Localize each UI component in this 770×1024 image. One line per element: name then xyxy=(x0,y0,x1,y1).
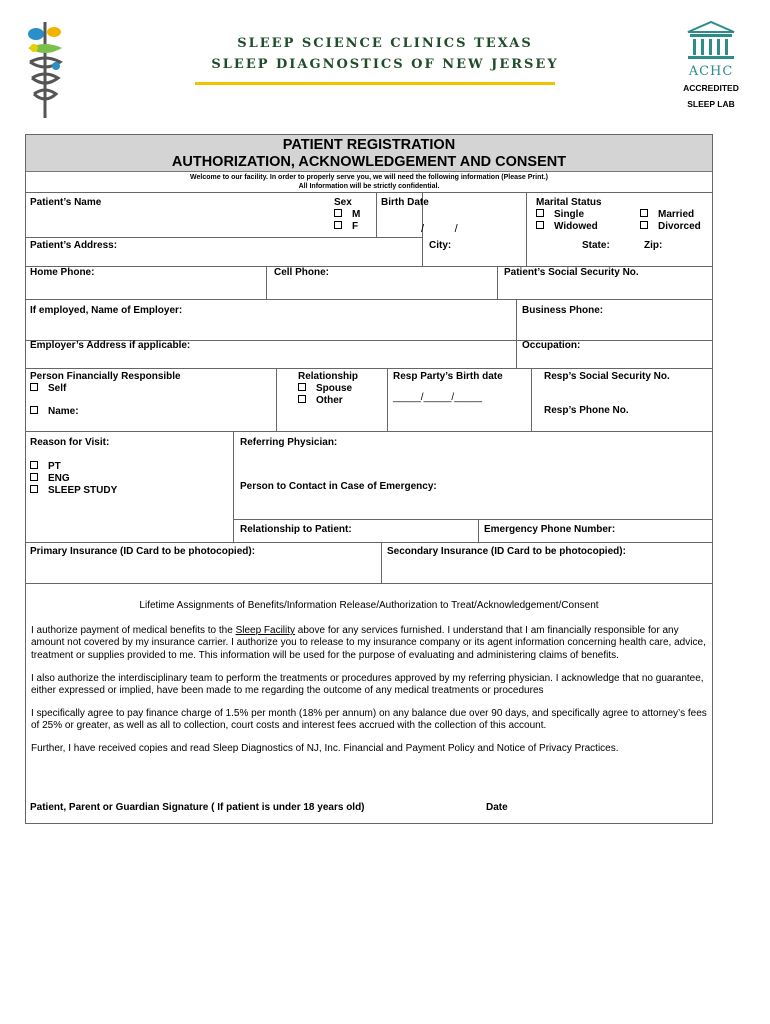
patient-address-label: Patient’s Address: xyxy=(30,240,118,251)
occupation-label: Occupation: xyxy=(522,340,581,351)
reason-eng[interactable]: ENG xyxy=(30,473,70,484)
financial-self[interactable]: Self xyxy=(30,383,66,394)
date-label: Date xyxy=(486,802,508,813)
state-label: State: xyxy=(582,240,610,251)
checkbox-icon xyxy=(334,209,342,217)
checkbox-icon xyxy=(30,473,38,481)
achc-word: ACHC xyxy=(688,64,734,79)
checkbox-icon xyxy=(30,383,38,391)
home-phone-label: Home Phone: xyxy=(30,267,95,278)
birth-date-label: Birth Date xyxy=(381,197,429,208)
checkbox-icon xyxy=(30,406,38,414)
form-title xyxy=(26,135,712,172)
emergency-phone-label: Emergency Phone Number: xyxy=(484,524,616,535)
primary-insurance-label: Primary Insurance (ID Card to be photocopied): xyxy=(30,546,256,557)
financial-name[interactable]: Name: xyxy=(30,406,79,417)
consent-paragraph-3: I specifically agree to pay finance charge of 1.5% per month (18% per annum) on any balance due over 90 days, and specifically agree to attorney’s fees of 25% or greater, as well as all to collection, court costs and interest fees accrued with the collection of this account. xyxy=(31,708,707,732)
achc-badge xyxy=(682,20,740,109)
signature-label: Patient, Parent or Guardian Signature ( If patient is under 18 years old) xyxy=(30,802,365,813)
clinic-name-new-jersey: SLEEP DIAGNOSTICS OF NEW JERSEY xyxy=(211,57,559,72)
sex-label: Sex xyxy=(334,197,352,208)
checkbox-icon xyxy=(536,221,544,229)
secondary-insurance-label: Secondary Insurance (ID Card to be photocopied): xyxy=(387,546,626,557)
employer-address-label: Employer’s Address if applicable: xyxy=(30,340,191,351)
checkbox-icon xyxy=(30,485,38,493)
consent-heading: Lifetime Assignments of Benefits/Information Release/Authorization to Treat/Acknowledgement/Consent xyxy=(139,600,599,611)
marital-married[interactable]: Married xyxy=(640,209,694,220)
sex-option-m[interactable]: M xyxy=(334,209,360,220)
resp-birth-line: _____/_____/_____ xyxy=(393,392,482,403)
referring-physician-label: Referring Physician: xyxy=(240,437,338,448)
sex-option-f[interactable]: F xyxy=(334,221,358,232)
reason-pt[interactable]: PT xyxy=(30,461,61,472)
checkbox-icon xyxy=(334,221,342,229)
marital-widowed[interactable]: Widowed xyxy=(536,221,598,232)
consent-paragraph-2: I also authorize the interdisciplinary team to perform the treatments or procedures approved by my referring physician. I acknowledge that no guarantee, either expressed or implied, have been made to me regarding the outcome of any medical treatments or procedures xyxy=(31,673,704,697)
resp-birth-label: Resp Party’s Birth date xyxy=(393,371,503,382)
title-line2: AUTHORIZATION, ACKNOWLEDGEMENT AND CONSENT xyxy=(171,154,567,170)
resp-ssn-label: Resp’s Social Security No. xyxy=(544,371,670,382)
badge-accredited: ACCREDITED xyxy=(683,83,739,93)
emergency-contact-label: Person to Contact in Case of Emergency: xyxy=(240,481,437,492)
business-phone-label: Business Phone: xyxy=(522,305,604,316)
patient-name-label: Patient’s Name xyxy=(30,197,102,208)
checkbox-icon xyxy=(30,461,38,469)
city-label: City: xyxy=(429,240,452,251)
sleep-facility-link: Sleep Facility xyxy=(235,625,296,636)
marital-single[interactable]: Single xyxy=(536,209,584,220)
consent-paragraph-4: Further, I have received copies and read Sleep Diagnostics of NJ, Inc. Financial and Payment Policy and Notice of Privacy Practices. xyxy=(31,743,619,754)
reason-sleep-study[interactable]: SLEEP STUDY xyxy=(30,485,117,496)
relationship-other[interactable]: Other xyxy=(298,395,343,406)
relationship-patient-label: Relationship to Patient: xyxy=(240,524,352,535)
checkbox-icon xyxy=(298,395,306,403)
checkbox-icon xyxy=(640,221,648,229)
welcome-line1: Welcome to our facility. In order to properly serve you, we will need the following information (Please Print.) xyxy=(190,174,548,181)
person-financial-label: Person Financially Responsible xyxy=(30,371,181,382)
checkbox-icon xyxy=(298,383,306,391)
patient-ssn-label: Patient’s Social Security No. xyxy=(504,267,639,278)
consent-paragraph-1: I authorize payment of medical benefits to the Sleep Facility above for any services furnished. I understand that I am financially responsible for any amount not covered by my insurance carrier. I authorize you to release to my insurance company or its agent information concerning health care, advice, treatment or supplies provided to me. This information will be used for the purpose of evaluating and administering claims of benefits. xyxy=(31,625,706,661)
marital-divorced[interactable]: Divorced xyxy=(640,221,701,232)
birth-date-slashes: / / xyxy=(421,223,458,235)
zip-label: Zip: xyxy=(644,240,663,251)
relationship-label: Relationship xyxy=(298,371,359,382)
welcome-line2: All Information will be strictly confidential. xyxy=(298,183,440,190)
marital-status-label: Marital Status xyxy=(536,197,602,208)
employer-name-label: If employed, Name of Employer: xyxy=(30,305,183,316)
resp-phone-label: Resp’s Phone No. xyxy=(544,405,629,416)
reason-visit-label: Reason for Visit: xyxy=(30,437,110,448)
clinic-name-texas: SLEEP SCIENCE CLINICS TEXAS xyxy=(237,36,533,51)
title-line1: PATIENT REGISTRATION xyxy=(282,137,456,153)
checkbox-icon xyxy=(640,209,648,217)
welcome-text xyxy=(26,173,712,191)
building-icon xyxy=(684,20,738,60)
checkbox-icon xyxy=(536,209,544,217)
cell-phone-label: Cell Phone: xyxy=(274,267,330,278)
badge-sleep-lab: SLEEP LAB xyxy=(687,99,735,109)
relationship-spouse[interactable]: Spouse xyxy=(298,383,352,394)
header-divider xyxy=(195,82,555,85)
registration-form xyxy=(25,134,713,824)
